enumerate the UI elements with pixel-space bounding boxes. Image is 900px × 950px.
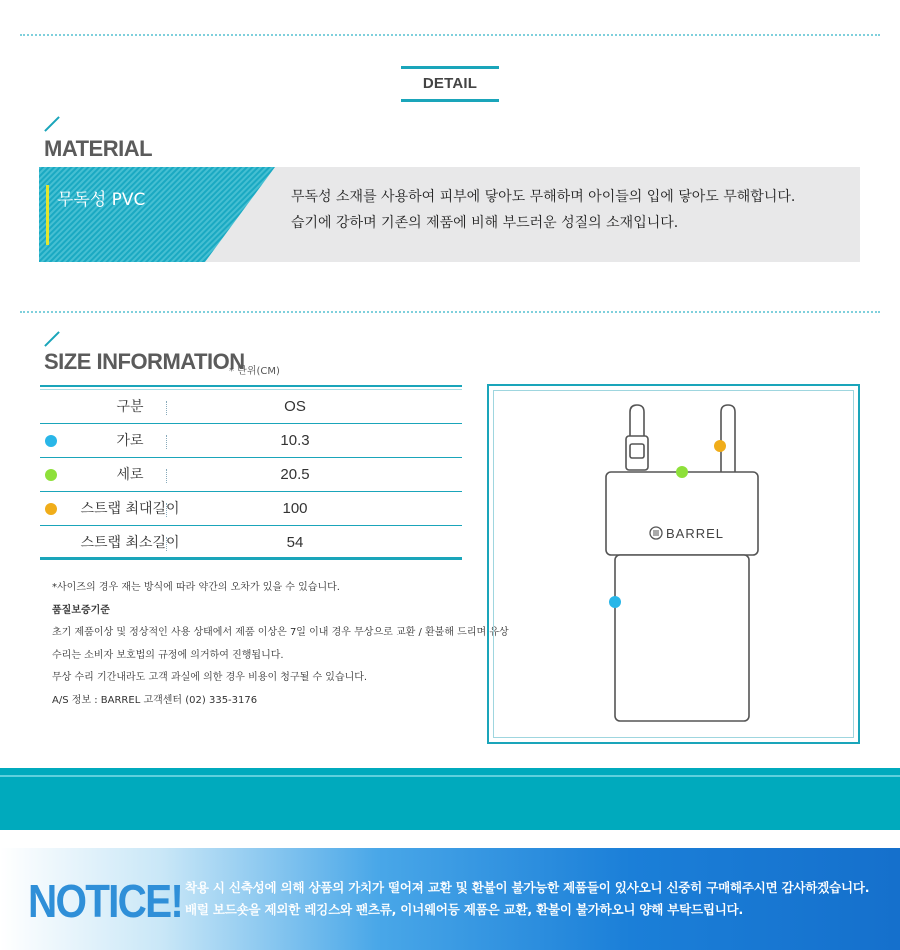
material-desc-line: 무독성 소재를 사용하여 피부에 닿아도 무해하며 아이들의 입에 닿아도 무해합니다. <box>291 189 796 205</box>
material-slash-icon <box>44 116 60 132</box>
divider-top <box>20 34 880 36</box>
note-line: 무상 수리 기간내라도 고객 과실에 의한 경우 비용이 청구될 수 있습니다. <box>52 672 368 683</box>
product-illustration <box>489 386 858 742</box>
header-label: 구분 <box>116 399 144 415</box>
row-label: 가로 <box>116 433 144 449</box>
material-accent-bar <box>46 185 49 245</box>
size-table <box>40 385 462 560</box>
blue-marker-icon <box>609 596 621 608</box>
green-marker-icon <box>676 466 688 478</box>
size-unit-note: * 단위(CM) <box>229 366 280 377</box>
table-row-strap-min <box>40 526 462 560</box>
green-dot-icon <box>45 469 57 481</box>
table-row-width <box>40 424 462 458</box>
column-separator <box>166 469 167 483</box>
notice-heading: NOTICE! <box>28 875 183 927</box>
row-label: 스트랩 최소길이 <box>80 535 180 551</box>
column-separator <box>166 435 167 449</box>
material-description <box>291 184 795 236</box>
teal-band <box>0 768 900 830</box>
table-header-row <box>40 390 462 424</box>
note-line: A/S 정보 : BARREL 고객센터 (02) 335-3176 <box>52 694 258 706</box>
row-value: 10.3 <box>280 432 310 449</box>
row-label: 세로 <box>116 467 144 483</box>
detail-tab[interactable]: DETAIL <box>401 66 499 102</box>
table-row-strap-max <box>40 492 462 526</box>
notice-band <box>0 848 900 950</box>
note-line: 초기 제품이상 및 정상적인 사용 상태에서 제품 이상은 7일 이내 경우 무상으로 교환 / 환불해 드리며 유상 <box>52 627 509 638</box>
divider-middle <box>20 311 880 313</box>
teal-band-line <box>0 775 900 777</box>
note-line: *사이즈의 경우 재는 방식에 따라 약간의 오차가 있을 수 있습니다. <box>52 582 340 593</box>
table-row-height <box>40 458 462 492</box>
product-frame <box>487 384 860 744</box>
notice-text <box>185 877 869 921</box>
column-separator <box>166 503 167 517</box>
material-title: MATERIAL <box>44 136 153 161</box>
row-value: 54 <box>286 534 304 551</box>
note-heading: 품질보증기준 <box>52 604 110 616</box>
orange-dot-icon <box>45 503 57 515</box>
row-label: 스트랩 최대길이 <box>80 501 180 517</box>
brand-logo-text: BARREL <box>666 526 725 541</box>
size-slash-icon <box>44 331 60 347</box>
size-title: SIZE INFORMATION <box>44 349 245 374</box>
row-value: 20.5 <box>280 466 310 483</box>
note-line: 수리는 소비자 보호법의 규정에 의거하여 진행됩니다. <box>52 649 284 661</box>
header-value: OS <box>284 398 306 415</box>
column-separator <box>166 401 167 415</box>
orange-marker-icon <box>714 440 726 452</box>
blue-dot-icon <box>45 435 57 447</box>
material-desc-line: 습기에 강하며 기존의 제품에 비해 부드러운 성질의 소재입니다. <box>291 215 679 231</box>
material-panel <box>39 167 860 262</box>
notice-line: 착용 시 신축성에 의해 상품의 가치가 떨어져 교환 및 환불이 불가능한 제품들이 있사오니 신중히 구매해주시면 감사하겠습니다. <box>185 880 870 895</box>
row-value: 100 <box>282 500 308 517</box>
material-name: 무독성 PVC <box>57 190 146 210</box>
size-notes <box>52 581 509 716</box>
notice-line: 배럴 보드숏을 제외한 레깅스와 팬츠류, 이너웨어등 제품은 교환, 환불이 불가하오니 양해 부탁드립니다. <box>185 902 744 917</box>
column-separator <box>166 537 167 551</box>
